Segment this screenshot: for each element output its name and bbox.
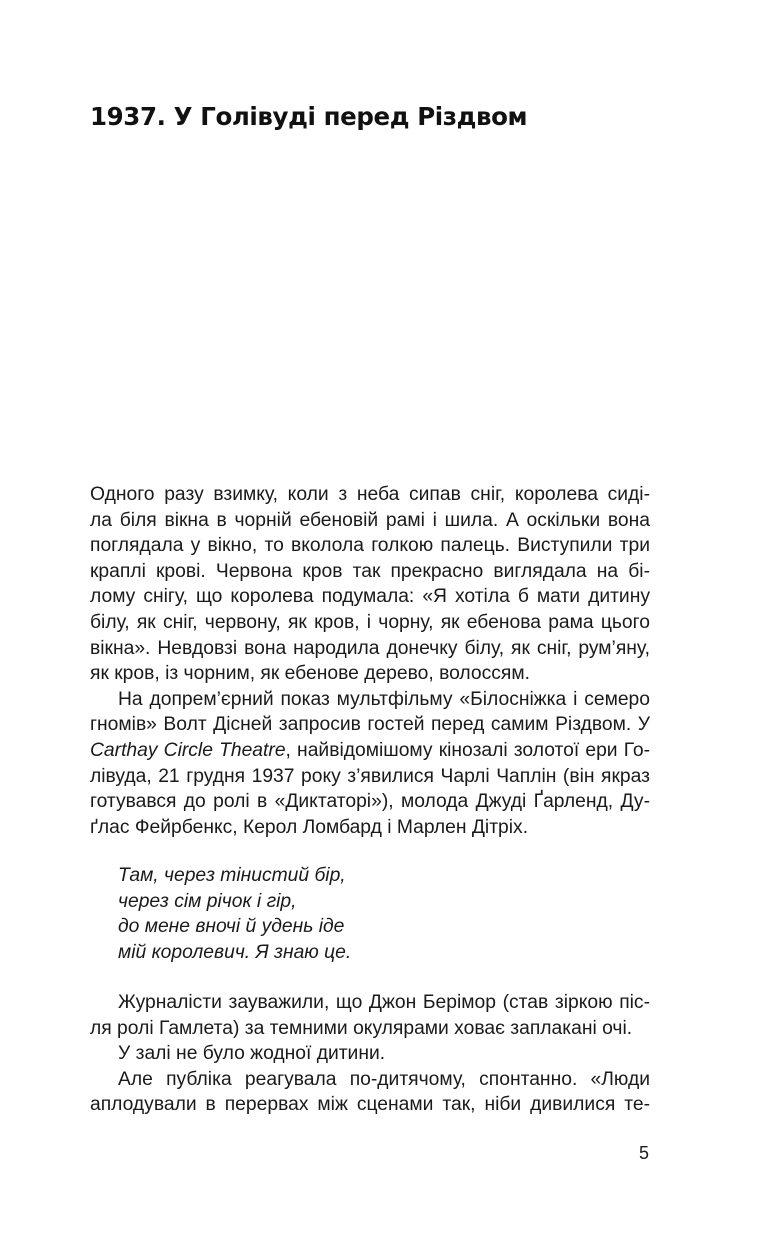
paragraph-block-1	[90, 482, 650, 840]
paragraph-block-2	[90, 990, 650, 1118]
text-line: У залі не було жодної дитини.	[118, 1043, 386, 1065]
poem	[118, 863, 351, 965]
text-line: Одного разу взимку, коли з неба сипав сніг, королева сиді-	[90, 484, 650, 505]
text-line: Але публіка реагувала по-дитячому, спонтанно. «Люди	[118, 1068, 650, 1090]
page-number: 5	[638, 1143, 649, 1163]
text-line: білу, як сніг, червону, як кров, і чорну, як ебенова рама цього	[90, 611, 650, 633]
text-line: лому снігу, що королева подумала: «Я хотіла б мати дитину	[90, 586, 650, 608]
text-line: поглядала у вікно, то вколола голкою палець. Виступили три	[90, 535, 650, 557]
text-line: На допрем’єрний показ мультфільму «Білосніжка і семеро	[118, 688, 650, 710]
text-line: лівуда, 21 грудня 1937 року з’явилися Чарлі Чаплін (він якраз	[90, 765, 650, 787]
text-line: ля ролі Гамлета) за темними окулярами ховає заплакані очі.	[90, 1017, 633, 1039]
text-line-rest: , найвідомішому кінозалі золотої ери Го-	[285, 739, 651, 761]
text-line: ґлас Фейрбенкс, Керол Ломбард і Марлен Дітріх.	[90, 816, 529, 838]
text-line: Журналісти зауважили, що Джон Берімор (став зіркою піс-	[118, 992, 650, 1013]
chapter-title: 1937. У Голівуді перед Різдвом	[90, 102, 528, 131]
text-line: як кров, із чорним, як ебенове дерево, волоссям.	[90, 663, 530, 685]
text-line-with-theatre	[90, 738, 650, 764]
poem-line: до мене вночі й удень іде	[118, 916, 345, 938]
text-line: готувався до ролі в «Диктаторі»), молода Джуді Ґарленд, Ду-	[90, 791, 650, 813]
text-line: аплодували в перервах між сценами так, ніби дивилися те-	[90, 1094, 650, 1116]
poem-line: через сім річок і гір,	[118, 890, 297, 912]
poem-line: Там, через тінистий бір,	[118, 865, 346, 886]
text-line: ла біля вікна в чорній ебеновій рамі і шила. А оскільки вона	[90, 509, 650, 531]
text-line: гномів» Волт Дісней запросив гостей перед самим Різдвом. У	[90, 714, 650, 736]
theatre-name: Carthay Circle Theatre	[90, 739, 286, 761]
poem-line: мій королевич. Я знаю це.	[118, 941, 352, 963]
text-line: краплі крові. Червона кров так прекрасно виглядала на бі-	[90, 560, 650, 582]
text-line: вікна». Невдовзі вона народила донечку білу, як сніг, рум’яну,	[90, 637, 650, 659]
